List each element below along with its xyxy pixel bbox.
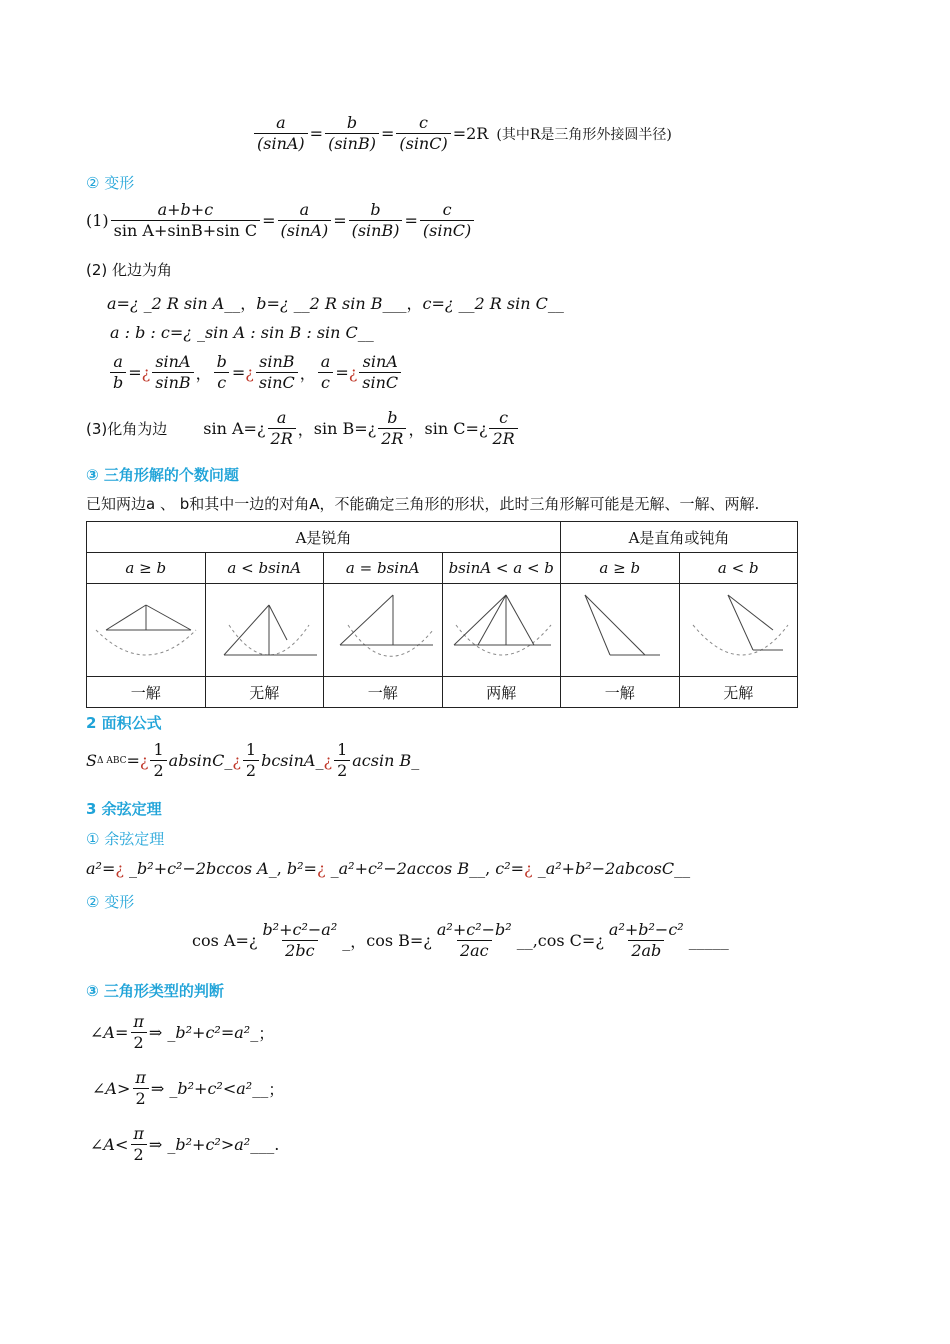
judge-3: ∠ A < $\frac{\pi}{2}$ ⇒ _ b²+c²>a² ___ . bbox=[90, 1124, 280, 1164]
cond: a ≥ b bbox=[87, 553, 206, 584]
cosine-title: 3 余弦定理 bbox=[86, 800, 162, 818]
area-title: 2 面积公式 bbox=[86, 714, 162, 732]
judge-2: ∠ A > $\frac{\pi}{2}$ ⇒ _ b²+c²<a² __ ； bbox=[92, 1068, 285, 1108]
sine-law-formula: $\frac{a}{(\sin A)}$ = $\frac{b}{(\sin B)}$ = $\frac{c}{(\sin C)}$ =2R (其中R是三角形外接圆半径) bbox=[252, 113, 672, 154]
result: 一解 bbox=[324, 677, 443, 708]
item3-formula: (3)化角为边 sin A=¿ $\frac{a}{2R}$ ， sin B=¿ $\frac{b}{2R}$ ， sin C=¿ $\frac{c}{2R}$ bbox=[86, 408, 520, 449]
judge-1: ∠ A = $\frac{\pi}{2}$ ⇒ _ b²+c²=a² _ ； bbox=[90, 1012, 275, 1052]
cosine-fracs: cos A=¿ $\frac{\text{b²+c²−a²}}{2bc}$ _， cos B=¿ $\frac{\text{a²+c²−b²}}{2ac}$ __, cos C=¿ $\frac{\text{a²+b²−c²}}{2ab}$ _____ bbox=[192, 920, 729, 960]
item2-line2: a : b : c=¿ _sin A : sin B : sin C__ bbox=[110, 323, 374, 342]
item2-title: (2) 化边为角 bbox=[86, 261, 173, 279]
diagram-2 bbox=[209, 585, 319, 675]
item2-line1: a=¿ _2 R sin A__，b=¿ __2 R sin B___，c=¿ __2 R sin C__ bbox=[107, 294, 564, 313]
result: 无解 bbox=[205, 677, 324, 708]
area-formula: S Δ ABC = ¿ $\frac{1}{2}$ absinC _ ¿ $\frac{1}{2}$ bcsinA _ ¿ $\frac{1}{2}$ acsin B _ bbox=[86, 740, 420, 780]
cosine-sub2: ② 变形 bbox=[86, 893, 135, 911]
diagram-6 bbox=[683, 585, 793, 675]
result: 一解 bbox=[87, 677, 206, 708]
cosine-line1: a²=¿ _b²+c²−2bccos A_, b²=¿ _a²+c²−2accos B__, c²=¿ _a²+b²−2abcosC__ bbox=[86, 859, 691, 878]
cosine-sub3: ③ 三角形类型的判断 bbox=[86, 982, 224, 1000]
solution-count-text: 已知两边a 、 b和其中一边的对角A，不能确定三角形的形状，此时三角形解可能是无解、一解、两解. bbox=[86, 495, 760, 513]
diagram-5 bbox=[565, 585, 675, 675]
solution-count-table bbox=[86, 521, 798, 708]
cond: a ≥ b bbox=[561, 553, 680, 584]
diagram-3 bbox=[328, 585, 438, 675]
section-variant: ② 变形 bbox=[86, 174, 135, 192]
cond: a < b bbox=[679, 553, 798, 584]
item1-formula: (1) $\frac{a+b+c}{\text{sin A+sinB+sin C}}$ = $\frac{a}{(\sin A)}$ = $\frac{b}{(\sin B)}$ = $\frac{c}{(\sin C)}$ bbox=[86, 200, 476, 241]
result: 无解 bbox=[679, 677, 798, 708]
item2-ratios: $\frac{a}{b}$ = ¿ $\frac{\sin A}{\sin B}$ ， $\frac{b}{c}$ = ¿ $\frac{\sin B}{\sin C}$ ， $\frac{a}{c}$ = ¿ $\frac{\sin A}{\sin C}$ bbox=[108, 352, 403, 393]
diagram-4 bbox=[446, 585, 556, 675]
group-acute: A是锐角 bbox=[87, 522, 561, 553]
cond: a = bsinA bbox=[324, 553, 443, 584]
cosine-sub1: ① 余弦定理 bbox=[86, 830, 165, 848]
sine-law-note: (其中R是三角形外接圆半径) bbox=[496, 126, 672, 143]
cond: a < bsinA bbox=[205, 553, 324, 584]
section-solution-count: ③ 三角形解的个数问题 bbox=[86, 466, 239, 484]
diagram-1 bbox=[91, 585, 201, 675]
cond: bsinA < a < b bbox=[442, 553, 561, 584]
result: 一解 bbox=[561, 677, 680, 708]
group-obtuse: A是直角或钝角 bbox=[561, 522, 798, 553]
result: 两解 bbox=[442, 677, 561, 708]
